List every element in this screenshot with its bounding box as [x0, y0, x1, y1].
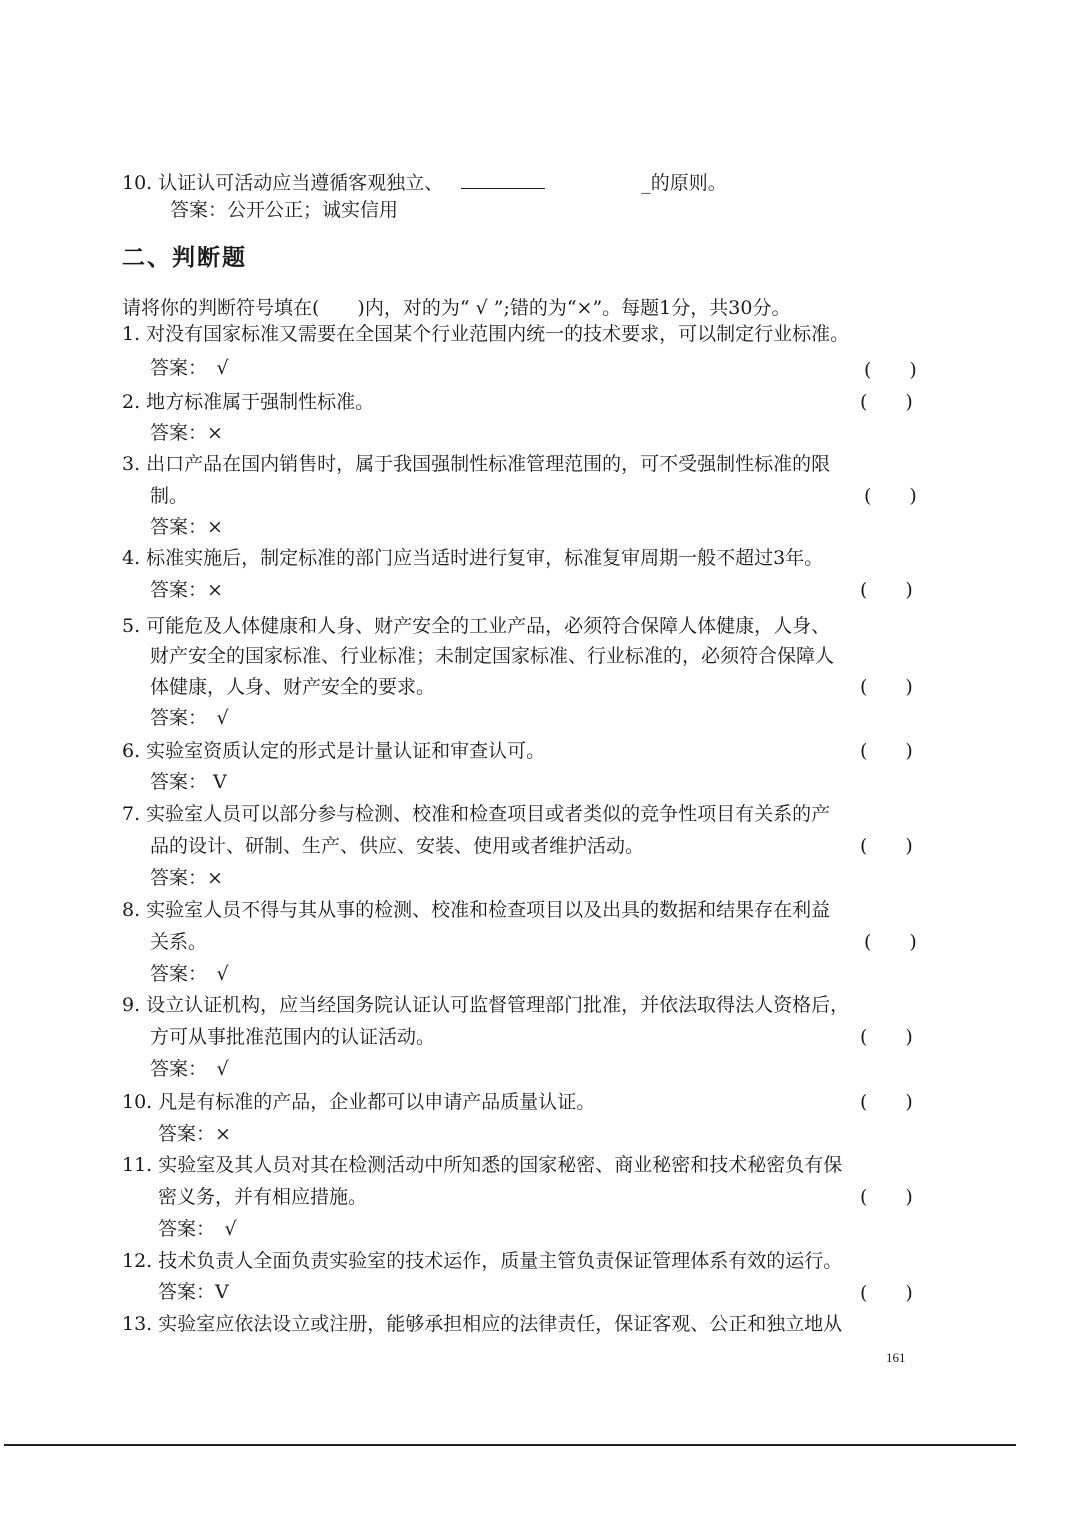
- answer-9: 答案： √: [150, 1058, 229, 1080]
- answer-5: 答案： √: [150, 707, 229, 729]
- question-3-line2: 制。: [150, 485, 189, 507]
- answer-blank: [461, 168, 545, 189]
- question-11: 11. 实验室及其人员对其在检测活动中所知悉的国家秘密、商业秘密和技术秘密负有保: [122, 1154, 843, 1176]
- answer-paren: ( ): [860, 740, 913, 762]
- answer-10: 答案：×: [158, 1123, 231, 1145]
- fill-question-answer: 答案：公开公正；诚实信用: [170, 199, 399, 221]
- answer-paren: ( ): [860, 1091, 913, 1113]
- question-13: 13. 实验室应依法设立或注册，能够承担相应的法律责任，保证客观、公正和独立地从: [122, 1313, 843, 1335]
- fill-question-text: 10. 认证认可活动应当遵循客观独立、: [122, 172, 444, 194]
- question-8: 8. 实验室人员不得与其从事的检测、校准和检查项目以及出具的数据和结果存在利益: [122, 899, 831, 921]
- answer-12: 答案：V: [158, 1281, 229, 1303]
- question-9: 9. 设立认证机构，应当经国务院认证认可监督管理部门批准，并依法取得法人资格后，: [122, 994, 850, 1016]
- answer-paren: ( ): [860, 676, 913, 698]
- question-5: 5. 可能危及人体健康和人身、财产安全的工业产品，必须符合保障人体健康，人身、: [122, 615, 831, 637]
- question-8-line2: 关系。: [150, 931, 208, 953]
- page-bottom-rule: [4, 1444, 1016, 1446]
- answer-paren: ( ): [864, 485, 917, 507]
- question-6: 6. 实验室资质认定的形式是计量认证和审查认可。: [122, 740, 546, 762]
- question-5-line2: 财产安全的国家标准、行业标准；未制定国家标准、行业标准的，必须符合保障人: [150, 645, 835, 667]
- answer-paren: ( ): [860, 1282, 913, 1304]
- answer-2: 答案：×: [150, 422, 223, 444]
- answer-7: 答案：×: [150, 867, 223, 889]
- answer-paren: ( ): [864, 931, 917, 953]
- fill-question-tail: _的原则。: [641, 172, 727, 194]
- question-1: 1. 对没有国家标准又需要在全国某个行业范围内统一的技术要求，可以制定行业标准。: [122, 323, 850, 345]
- fill-question-10: [122, 168, 727, 195]
- question-5-line3: 体健康，人身、财产安全的要求。: [150, 676, 436, 698]
- answer-paren: ( ): [860, 835, 913, 857]
- answer-3: 答案：×: [150, 516, 223, 538]
- question-10: 10. 凡是有标准的产品，企业都可以申请产品质量认证。: [122, 1091, 596, 1113]
- question-7: 7. 实验室人员可以部分参与检测、校准和检查项目或者类似的竞争性项目有关系的产: [122, 803, 831, 825]
- question-2: 2. 地方标准属于强制性标准。: [122, 391, 375, 413]
- answer-paren: ( ): [860, 391, 913, 413]
- answer-6: 答案： V: [150, 771, 227, 793]
- answer-4: 答案：×: [150, 579, 223, 601]
- page-number: 161: [886, 1350, 906, 1365]
- answer-11: 答案： √: [158, 1218, 237, 1240]
- question-3: 3. 出口产品在国内销售时，属于我国强制性标准管理范围的，可不受强制性标准的限: [122, 453, 831, 475]
- answer-1: 答案： √: [150, 357, 229, 379]
- answer-paren: ( ): [860, 1026, 913, 1048]
- section-title: 二、判断题: [122, 245, 247, 271]
- instruction-text: 请将你的判断符号填在( )内，对的为“ √ ”;错的为“×”。每题1分，共30分。: [122, 297, 791, 319]
- answer-paren: ( ): [864, 359, 917, 381]
- answer-paren: ( ): [860, 1186, 913, 1208]
- question-11-line2: 密义务，并有相应措施。: [158, 1186, 368, 1208]
- question-4: 4. 标准实施后，制定标准的部门应当适时进行复审，标准复审周期一般不超过3年。: [122, 547, 824, 569]
- answer-paren: ( ): [860, 579, 913, 601]
- question-9-line2: 方可从事批准范围内的认证活动。: [150, 1026, 436, 1048]
- answer-8: 答案： √: [150, 963, 229, 985]
- question-7-line2: 品的设计、研制、生产、供应、安装、使用或者维护活动。: [150, 835, 645, 857]
- question-12: 12. 技术负责人全面负责实验室的技术运作，质量主管负责保证管理体系有效的运行。: [122, 1250, 843, 1272]
